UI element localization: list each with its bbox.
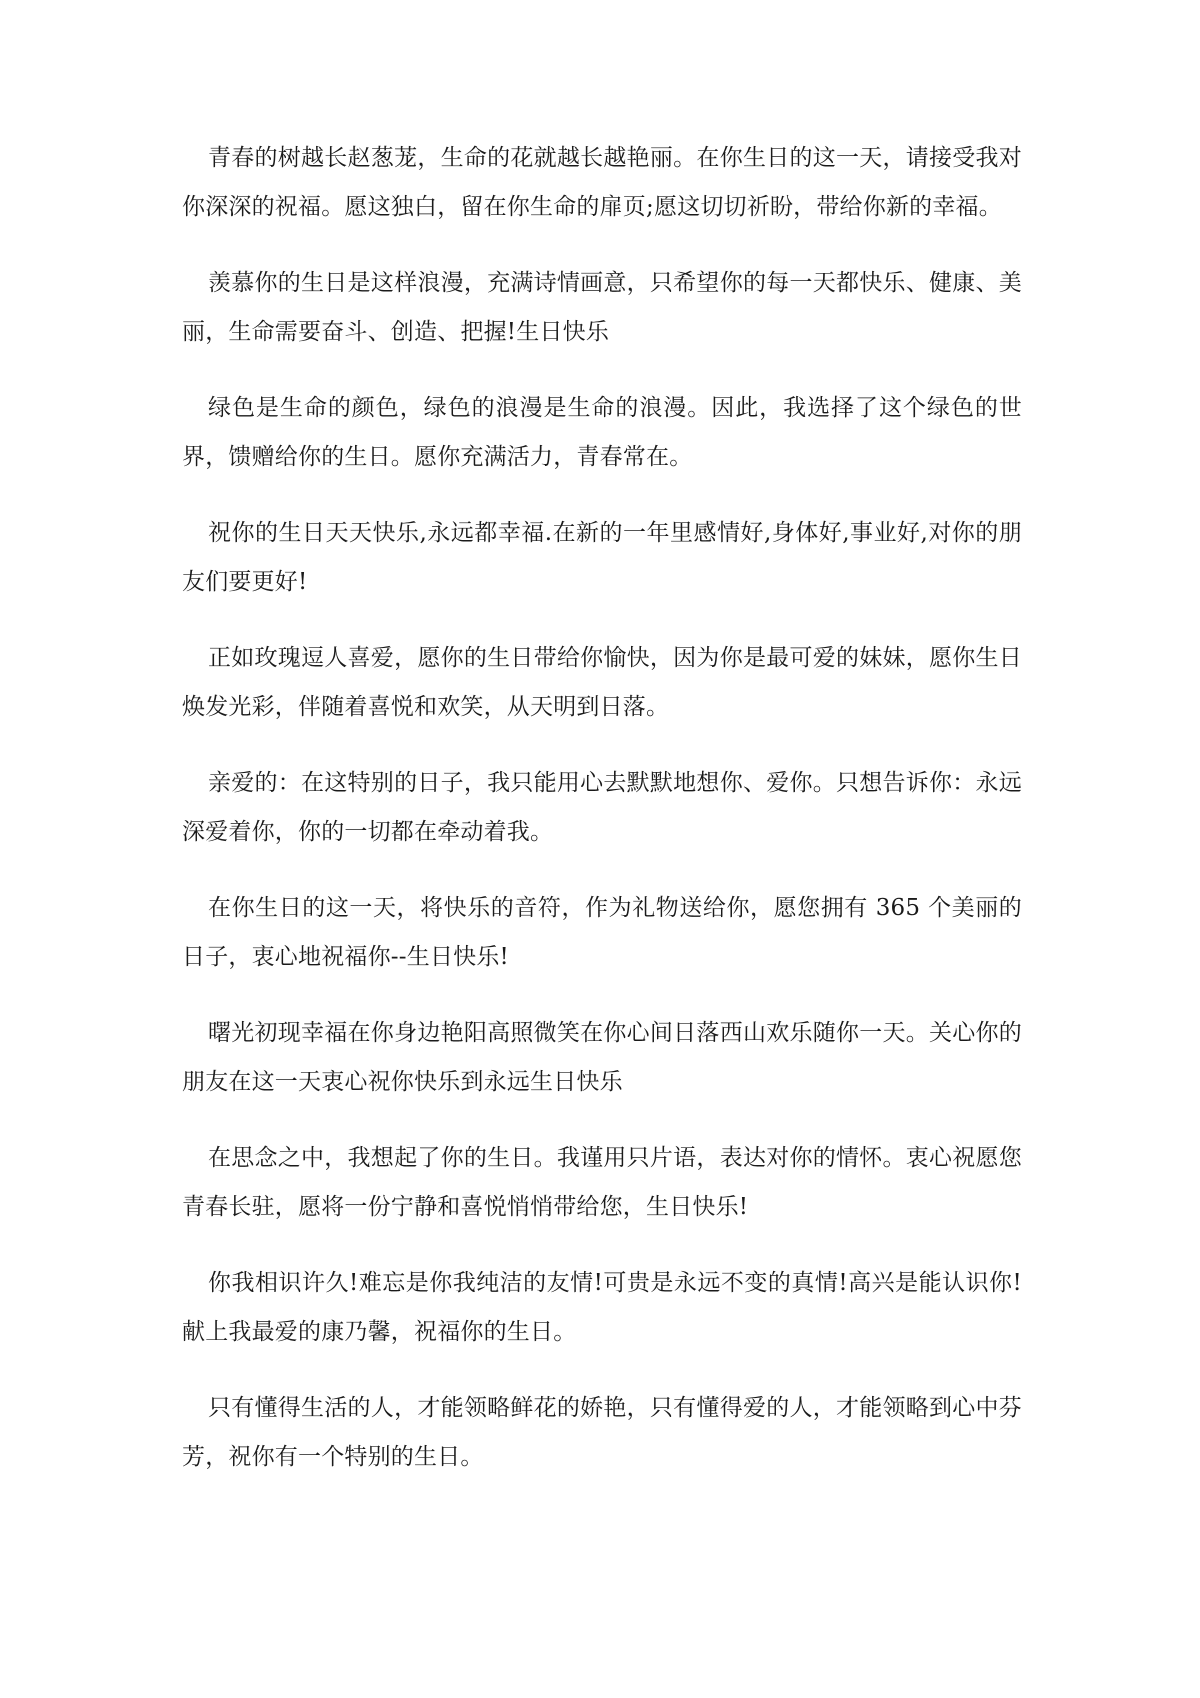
paragraph-7: 在你生日的这一天，将快乐的音符，作为礼物送给你，愿您拥有 365 个美丽的日子，衷心地祝福你--生日快乐! (182, 895, 1022, 970)
paragraph-9: 在思念之中，我想起了你的生日。我谨用只片语，表达对你的情怀。衷心祝愿您青春长驻，愿将一份宁静和喜悦悄悄带给您，生日快乐! (182, 1145, 1022, 1220)
paragraph-11: 只有懂得生活的人，才能领略鲜花的娇艳，只有懂得爱的人，才能领略到心中芬芳，祝你有一个特别的生日。 (182, 1395, 1022, 1470)
paragraph-2: 羡慕你的生日是这样浪漫，充满诗情画意，只希望你的每一天都快乐、健康、美丽，生命需要奋斗、创造、把握!生日快乐 (182, 270, 1022, 345)
paragraph-6: 亲爱的：在这特别的日子，我只能用心去默默地想你、爱你。只想告诉你：永远深爱着你，你的一切都在牵动着我。 (182, 770, 1022, 845)
paragraph-5: 正如玫瑰逗人喜爱，愿你的生日带给你愉快，因为你是最可爱的妹妹，愿你生日焕发光彩，伴随着喜悦和欢笑，从天明到日落。 (182, 645, 1022, 720)
paragraph-4: 祝你的生日天天快乐,永远都幸福.在新的一年里感情好,身体好,事业好,对你的朋友们要更好! (182, 520, 1022, 595)
paragraph-8: 曙光初现幸福在你身边艳阳高照微笑在你心间日落西山欢乐随你一天。关心你的朋友在这一天衷心祝你快乐到永远生日快乐 (182, 1020, 1022, 1095)
paragraph-1: 青春的树越长赵葱茏，生命的花就越长越艳丽。在你生日的这一天，请接受我对你深深的祝福。愿这独白，留在你生命的扉页;愿这切切祈盼，带给你新的幸福。 (182, 145, 1022, 220)
document-body (182, 134, 1022, 1509)
paragraph-3: 绿色是生命的颜色，绿色的浪漫是生命的浪漫。因此，我选择了这个绿色的世界，馈赠给你的生日。愿你充满活力，青春常在。 (182, 395, 1022, 470)
paragraph-10: 你我相识许久!难忘是你我纯洁的友情!可贵是永远不变的真情!高兴是能认识你!献上我最爱的康乃馨，祝福你的生日。 (182, 1270, 1022, 1345)
